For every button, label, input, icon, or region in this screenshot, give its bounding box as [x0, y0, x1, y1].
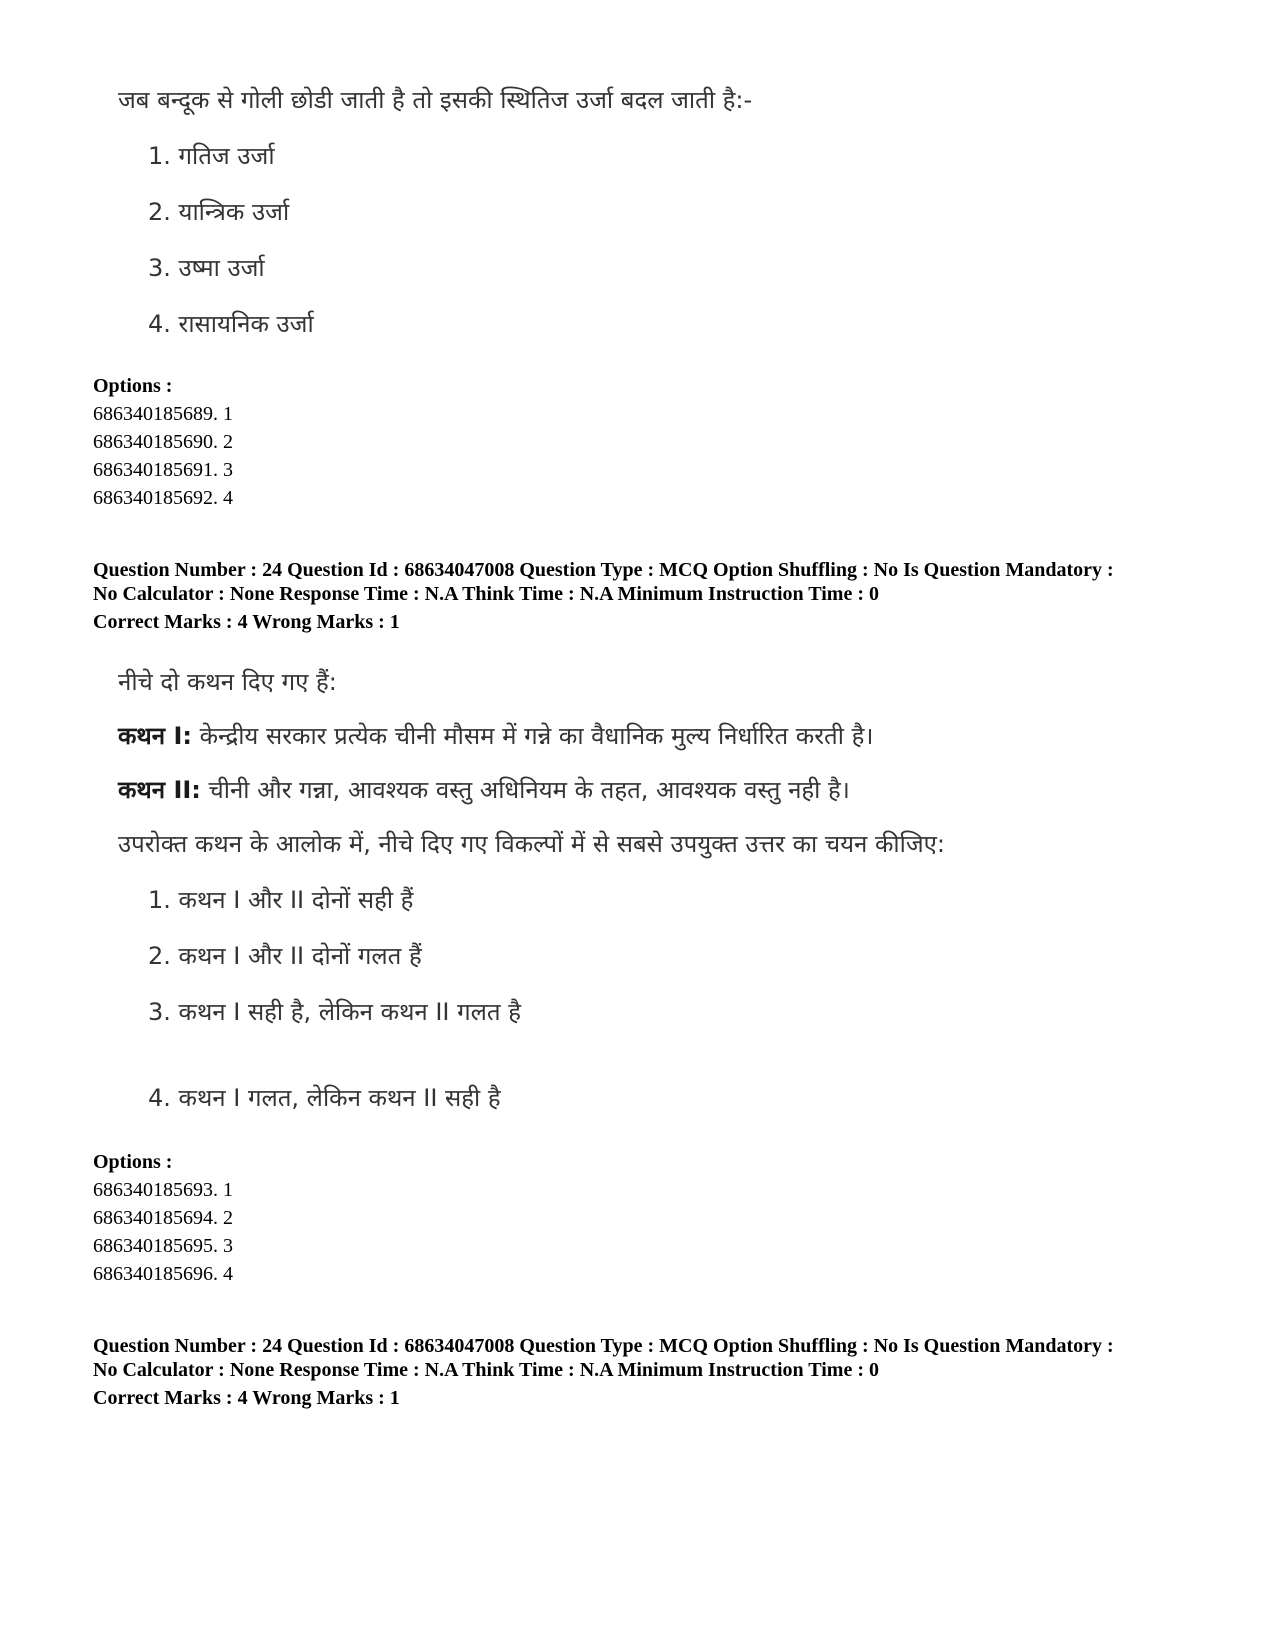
q24-choice-4: 4. कथन I गलत, लेकिन कथन II सही है — [148, 1084, 501, 1112]
q25-meta-line-2: No Calculator : None Response Time : N.A Think Time : N.A Minimum Instruction Time : 0 — [93, 1359, 879, 1381]
q24-meta-line-2: No Calculator : None Response Time : N.A Think Time : N.A Minimum Instruction Time : 0 — [93, 583, 879, 605]
q24-choice-1: 1. कथन I और II दोनों सही हैं — [148, 886, 414, 914]
q24-statement-1-label: कथन I: — [118, 722, 192, 750]
q23-choice-1: 1. गतिज उर्जा — [148, 142, 275, 170]
q24-statement-1-text: केन्द्रीय सरकार प्रत्येक चीनी मौसम में गन्ने का वैधानिक मुल्य निर्धारित करती है। — [191, 722, 874, 750]
q23-choice-4: 4. रासायनिक उर्जा — [148, 310, 314, 338]
q25-marks: Correct Marks : 4 Wrong Marks : 1 — [93, 1387, 400, 1409]
q23-option-3: 686340185691. 3 — [93, 459, 233, 481]
q24-option-2: 686340185694. 2 — [93, 1207, 233, 1229]
q24-choice-3: 3. कथन I सही है, लेकिन कथन II गलत है — [148, 998, 521, 1026]
q23-stem: जब बन्दूक से गोली छोडी जाती है तो इसकी स्थितिज उर्जा बदल जाती है:- — [118, 86, 753, 114]
q24-statement-2-label: कथन II: — [118, 776, 201, 804]
q23-choice-3: 3. उष्मा उर्जा — [148, 254, 265, 282]
q24-statement-1 — [118, 720, 873, 752]
q24-option-4: 686340185696. 4 — [93, 1263, 233, 1285]
q24-intro: नीचे दो कथन दिए गए हैं: — [118, 668, 337, 696]
q24-marks: Correct Marks : 4 Wrong Marks : 1 — [93, 611, 400, 633]
q24-option-1: 686340185693. 1 — [93, 1179, 233, 1201]
q24-option-3: 686340185695. 3 — [93, 1235, 233, 1257]
q23-choice-2: 2. यान्त्रिक उर्जा — [148, 198, 290, 226]
q24-instruction: उपरोक्त कथन के आलोक में, नीचे दिए गए विकल्पों में से सबसे उपयुक्त उत्तर का चयन कीजिए: — [118, 830, 945, 858]
q24-options-label: Options : — [93, 1151, 173, 1173]
q24-statement-2 — [118, 774, 850, 806]
q23-option-2: 686340185690. 2 — [93, 431, 233, 453]
q24-statement-2-text: चीनी और गन्ना, आवश्यक वस्तु अधिनियम के तहत, आवश्यक वस्तु नही है। — [200, 776, 850, 804]
q23-option-4: 686340185692. 4 — [93, 487, 233, 509]
q23-option-1: 686340185689. 1 — [93, 403, 233, 425]
q24-meta-line-1: Question Number : 24 Question Id : 68634047008 Question Type : MCQ Option Shuffling : No Is Question Mandatory : — [93, 559, 1114, 581]
q24-choice-2: 2. कथन I और II दोनों गलत हैं — [148, 942, 422, 970]
q23-options-label: Options : — [93, 375, 173, 397]
q25-meta-line-1: Question Number : 24 Question Id : 68634047008 Question Type : MCQ Option Shuffling : No Is Question Mandatory : — [93, 1335, 1114, 1357]
